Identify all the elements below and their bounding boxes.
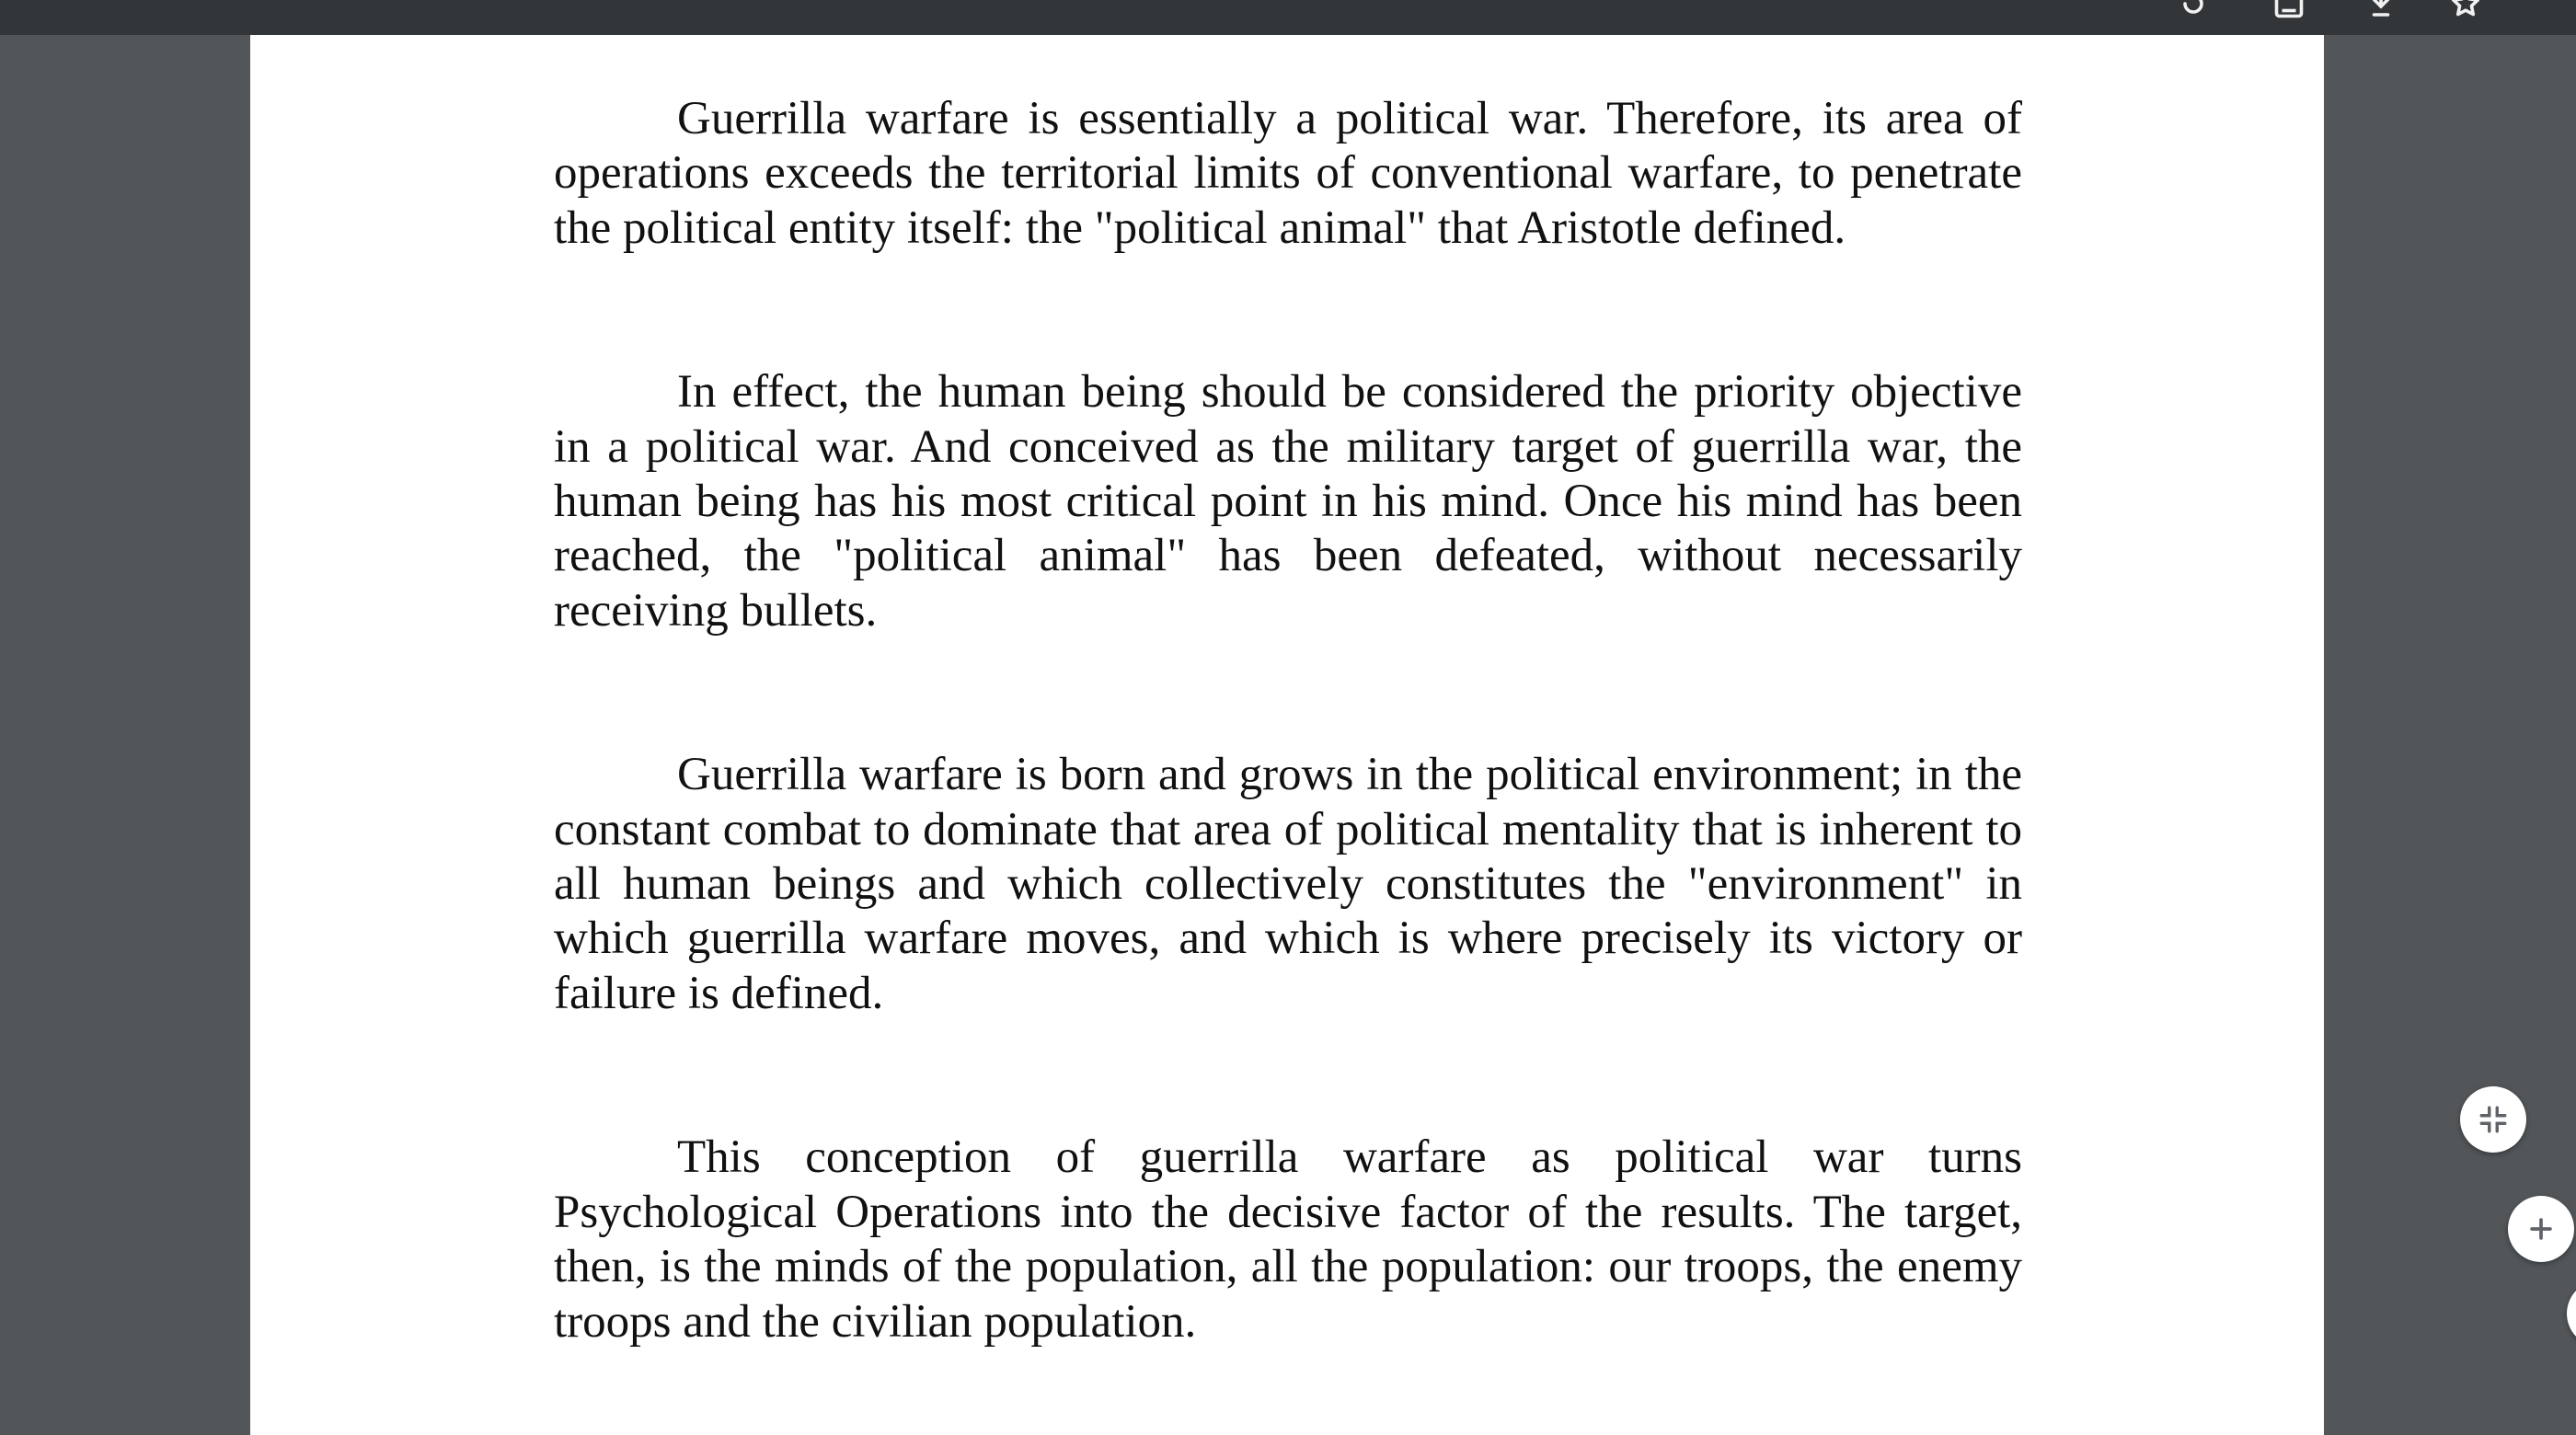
rotate-icon[interactable] <box>2177 0 2210 20</box>
paragraph-human-being: In effect, the human being should be considered the priority objective in a political war. And conceived as the military target of guerrilla war, the human being has his most critical point in his mind. Once his mind has been reached, the "political animal" has been defeated, without necessarily receiving bullets. <box>554 366 2022 637</box>
page-body <box>554 92 2022 1435</box>
paragraph-psychological-operations: This conception of guerrilla warfare as political war turns Psychological Operations into the decisive factor of the results. The target, then, is the minds of the population, all the population: our troops, the enemy troops and the civilian population. <box>554 1131 2022 1348</box>
paragraph-political-war: Guerrilla warfare is essentially a political war. Therefore, its area of operations exceeds the territorial limits of conventional warfare, to penetrate the political entity itself: the "political animal" that Aristotle defined. <box>554 93 2022 254</box>
zoom-in-button[interactable] <box>2508 1196 2574 1262</box>
fit-page-icon[interactable] <box>2272 0 2306 20</box>
zoom-out-button[interactable] <box>2567 1280 2576 1347</box>
bookmark-icon[interactable] <box>2449 0 2482 20</box>
download-icon[interactable] <box>2364 0 2398 20</box>
fit-to-page-icon <box>2478 1104 2509 1135</box>
fit-to-page-button[interactable] <box>2460 1086 2526 1153</box>
document-page <box>250 35 2324 1435</box>
toolbar <box>0 0 2576 35</box>
zoom-in-icon <box>2525 1213 2557 1245</box>
paragraph-political-environment: Guerrilla warfare is born and grows in the political environment; in the constant combat to dominate that area of political mentality that is inherent to all human beings and which collectively constitutes the "environment" in which guerrilla warfare moves, and which is where precisely its victory or failure is defined. <box>554 749 2022 1019</box>
